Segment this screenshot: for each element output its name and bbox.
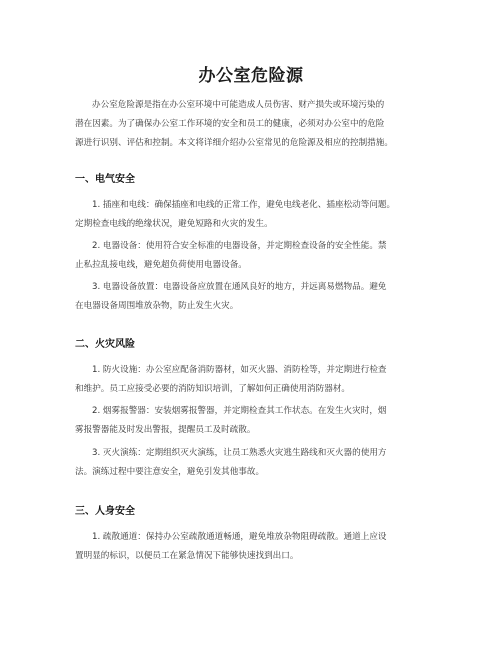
intro-line-2: 潜在因素。为了确保办公室工作环境的安全和员工的健康，必须对办公室中的危险	[75, 119, 385, 129]
item-line-2: 法。演练过程中要注意安全，避免引发其他事故。	[75, 467, 265, 477]
item-line-1: 2. 烟雾报警器：安装烟雾报警器，并定期检查其工作状态。在发生火灾时，烟	[92, 406, 387, 416]
item-line-1: 3. 灭火演练：定期组织灭火演练，让员工熟悉火灾逃生路线和灭火器的使用方	[92, 448, 387, 458]
section-1-item-3	[75, 278, 431, 316]
item-line-2: 在电器设备周围堆放杂物，防止发生火灾。	[75, 301, 239, 311]
section-heading-electrical: 一、电气安全	[75, 174, 135, 185]
item-line-2: 置明显的标识，以便员工在紧急情况下能够快速找到出口。	[75, 551, 299, 561]
intro-paragraph	[75, 96, 431, 153]
intro-line-1: 办公室危险源是指在办公室环境中可能造成人员伤害、财产损失或环境污染的	[92, 100, 385, 110]
document-title: 办公室危险源	[198, 66, 304, 86]
section-2-item-1	[75, 361, 431, 399]
item-line-1: 3. 电器设备放置：电器设备应放置在通风良好的地方，并远离易燃物品。避免	[92, 282, 387, 292]
item-line-1: 1. 疏散通道：保持办公室疏散通道畅通，避免堆放杂物阻碍疏散。通道上应设	[92, 532, 387, 542]
section-3-item-1	[75, 528, 431, 566]
section-heading-fire: 二、火灾风险	[75, 339, 135, 350]
section-1-item-2	[75, 237, 431, 275]
item-line-2: 雾报警器能及时发出警报，提醒员工及时疏散。	[75, 425, 256, 435]
item-line-1: 1. 防火设施：办公室应配备消防器材，如灭火器、消防栓等，并定期进行检查	[92, 365, 387, 375]
item-line-1: 1. 插座和电线：确保插座和电线的正常工作，避免电线老化、插座松动等问题。	[92, 200, 396, 210]
intro-line-3: 源进行识别、评估和控制。本文将详细介绍办公室常见的危险源及相应的控制措施。	[75, 138, 393, 148]
item-line-2: 定期检查电线的绝缘状况，避免短路和火灾的发生。	[75, 219, 273, 229]
item-line-2: 止私拉乱接电线，避免超负荷使用电器设备。	[75, 260, 247, 270]
section-1-item-1	[75, 196, 431, 234]
section-2-item-3	[75, 444, 431, 482]
item-line-1: 2. 电器设备：使用符合安全标准的电器设备，并定期检查设备的安全性能。禁	[92, 241, 387, 251]
section-2-item-2	[75, 402, 431, 440]
section-heading-personal-safety: 三、人身安全	[75, 506, 135, 517]
item-line-2: 和维护。员工应接受必要的消防知识培训，了解如何正确使用消防器材。	[75, 384, 351, 394]
